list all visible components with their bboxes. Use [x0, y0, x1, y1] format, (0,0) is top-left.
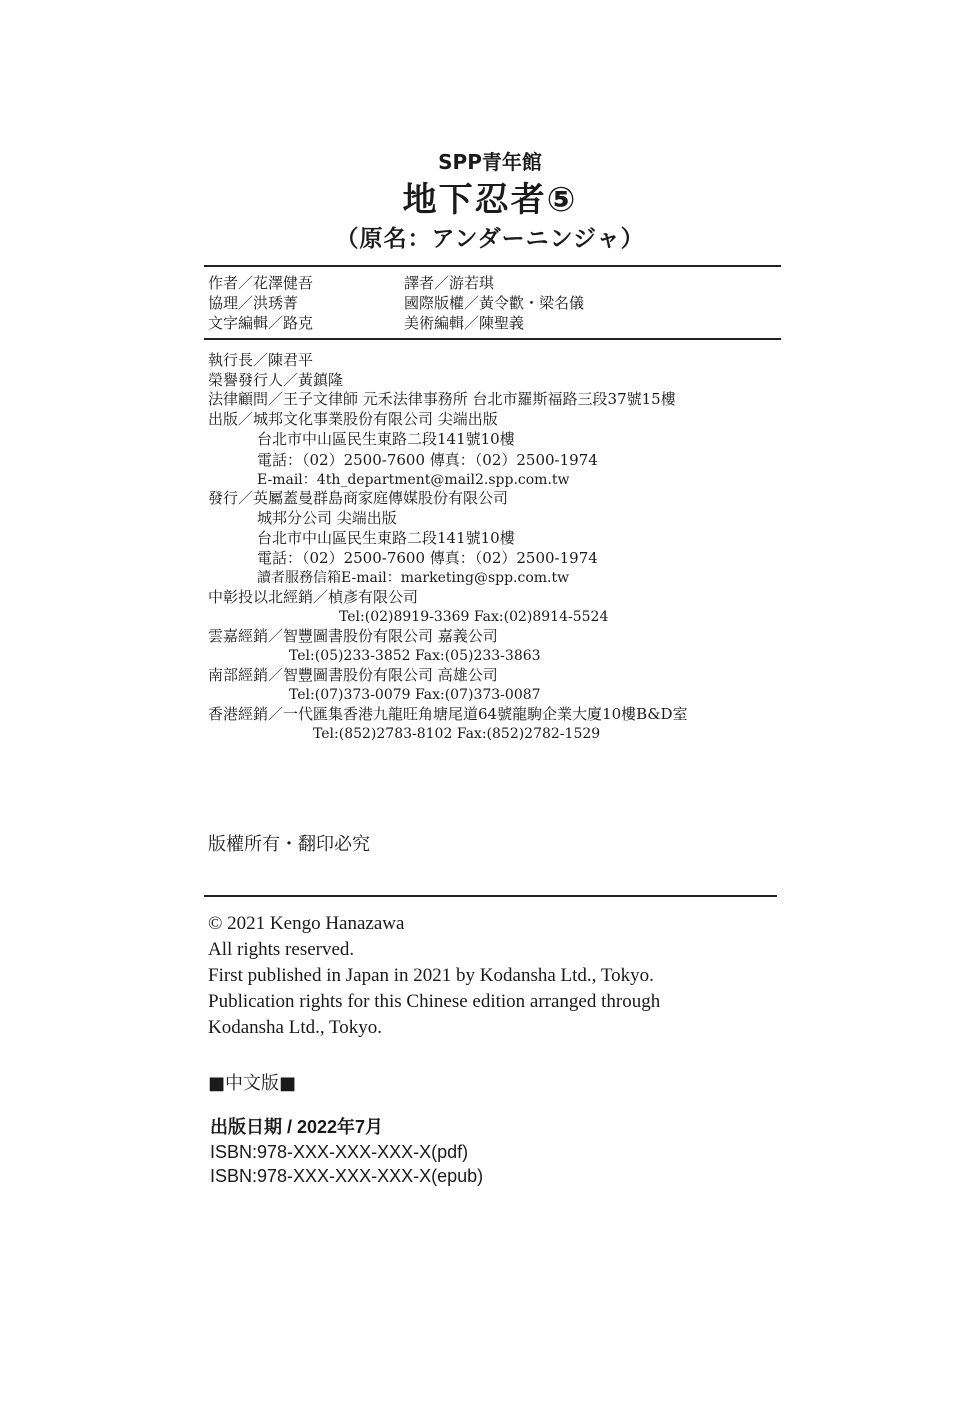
publisher-line: 發行／英屬蓋曼群島商家庭傳媒股份有限公司	[208, 489, 509, 507]
publisher-line: 執行長／陳君平	[208, 351, 314, 369]
divider-credits	[204, 338, 781, 340]
credit-rights: 國際版權／黃令歡・梁名儀	[404, 294, 585, 312]
copyright-notice: 版權所有・翻印必究	[208, 834, 370, 855]
credit-text-editor: 文字編輯／路克	[208, 314, 314, 332]
divider-english	[204, 895, 777, 897]
edition-label: ■中文版■	[208, 1073, 297, 1094]
original-title: （原名：アンダーニンジャ）	[335, 226, 645, 252]
publisher-line: Tel:(07)373-0079 Fax:(07)373-0087	[289, 687, 541, 703]
publisher-line: 香港經銷／一代匯集香港九龍旺角塘尾道64號龍駒企業大廈10樓B&D室	[208, 705, 688, 723]
isbn-pdf: ISBN:978-XXX-XXX-XXX-X(pdf)	[210, 1142, 469, 1162]
publisher-line: 榮譽發行人／黃鎮隆	[208, 371, 344, 389]
publish-date: 出版日期 / 2022年7月	[210, 1117, 384, 1137]
isbn-epub: ISBN:978-XXX-XXX-XXX-X(epub)	[210, 1166, 484, 1186]
publisher-line: 電話：（02）2500-7600 傳真：（02）2500-1974	[257, 451, 598, 469]
publisher-line: 城邦分公司 尖端出版	[257, 509, 397, 527]
publisher-line: 雲嘉經銷／智豐圖書股份有限公司 嘉義公司	[208, 627, 498, 645]
english-line: © 2021 Kengo Hanazawa	[208, 913, 405, 934]
credit-translator: 譯者／游若琪	[404, 274, 495, 292]
publisher-line: 法律顧問／王子文律師 元禾法律事務所 台北市羅斯福路三段37號15樓	[208, 390, 676, 408]
publisher-line: E-mail：4th_department@mail2.spp.com.tw	[257, 472, 570, 488]
credit-author: 作者／花澤健吾	[208, 274, 314, 292]
publisher-line: 南部經銷／智豐圖書股份有限公司 高雄公司	[208, 666, 498, 684]
credit-manager: 協理／洪琇菁	[208, 294, 299, 312]
book-title: 地下忍者⑤	[402, 180, 578, 220]
english-line: All rights reserved.	[208, 939, 355, 960]
publisher-line: 中彰投以北經銷／楨彥有限公司	[208, 588, 419, 606]
publisher-line: 出版／城邦文化事業股份有限公司 尖端出版	[208, 410, 498, 428]
english-line: Publication rights for this Chinese edition arranged through	[208, 991, 661, 1012]
series-name: SPP青年館	[438, 150, 542, 174]
publisher-line: Tel:(02)8919-3369 Fax:(02)8914-5524	[339, 609, 609, 625]
publisher-line: Tel:(852)2783-8102 Fax:(852)2782-1529	[313, 726, 601, 742]
divider-top	[204, 265, 781, 267]
english-line: Kodansha Ltd., Tokyo.	[208, 1017, 383, 1038]
publisher-line: Tel:(05)233-3852 Fax:(05)233-3863	[289, 648, 541, 664]
publisher-line: 電話：（02）2500-7600 傳真：（02）2500-1974	[257, 549, 598, 567]
publisher-line: 台北市中山區民生東路二段141號10樓	[257, 529, 515, 547]
credit-art-editor: 美術編輯／陳聖義	[404, 314, 525, 332]
publisher-line: 讀者服務信箱E-mail：marketing@spp.com.tw	[257, 570, 570, 586]
publisher-line: 台北市中山區民生東路二段141號10樓	[257, 430, 515, 448]
english-line: First published in Japan in 2021 by Kodansha Ltd., Tokyo.	[208, 965, 654, 986]
